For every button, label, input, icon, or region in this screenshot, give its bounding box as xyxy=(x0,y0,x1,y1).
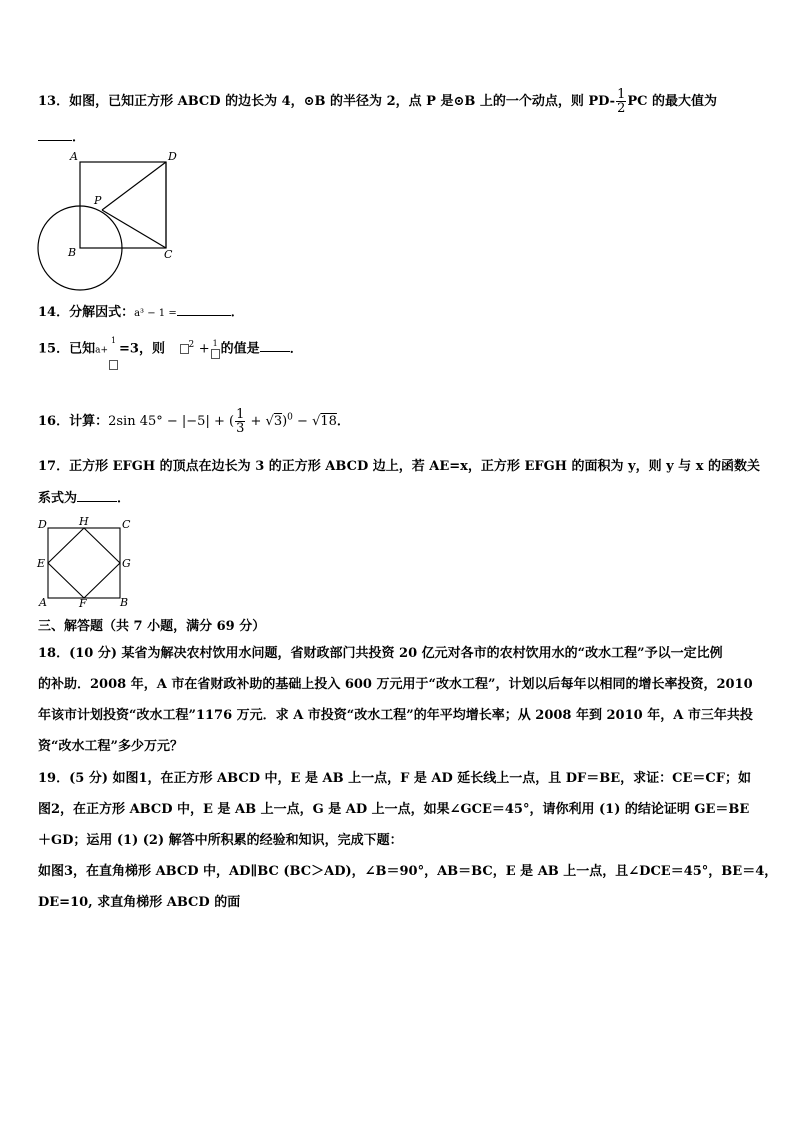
q15-frac2-num: 1 xyxy=(212,338,218,348)
q16-expr-a: 2sin 45° − |−5| + ( xyxy=(108,414,235,429)
q15-a-plus: a+ xyxy=(95,345,109,356)
q19-line-1: 19．(5 分) 如图1，在正方形 ABCD 中，E 是 AB 上一点，F 是 AD 延长线上一点，且 DF＝BE，求证：CE＝CF；如 xyxy=(38,771,752,786)
section-3-title: 三、解答题（共 7 小题，满分 69 分） xyxy=(38,619,266,634)
q13-label-c: C xyxy=(164,248,173,261)
q13-text-before: 13．如图，已知正方形 ABCD 的边长为 4，⊙B 的半径为 2，点 P 是⊙B 上的一个动点，则 PD- xyxy=(38,94,616,109)
question-15: 15．已知a+ 1 =3，则 $^2$ + 1 的值是 ． xyxy=(38,336,303,370)
q13-figure xyxy=(34,146,194,292)
q16-expr-d: − xyxy=(292,414,313,429)
q15-plus: + xyxy=(198,341,210,357)
q19-line-2: 图2，在正方形 ABCD 中，E 是 AB 上一点，G 是 AD 上一点，如果∠GCE＝45°，请你利用 (1) 的结论证明 GE＝BE xyxy=(38,802,750,817)
q17-answer-blank xyxy=(77,489,117,502)
q14-end: ． xyxy=(230,305,244,320)
q15-text-after: 的值是 xyxy=(220,341,260,357)
q13-frac-num: 1 xyxy=(617,87,626,102)
q17-end: ． xyxy=(117,491,131,506)
q16-expr-b: + xyxy=(246,414,266,429)
q17-square-efgh xyxy=(48,528,120,598)
question-17-line-1: 17．正方形 EFGH 的顶点在边长为 3 的正方形 ABCD 边上，若 AE=x，正方形 EFGH 的面积为 y，则 y 与 x 的函数关 xyxy=(38,459,760,474)
q19-line-5: DE=10, 求直角梯形 ABCD 的面 xyxy=(38,895,241,910)
q13-label-p: P xyxy=(94,194,102,207)
q16-exponent: 0 xyxy=(287,412,293,423)
q17-figure xyxy=(34,516,134,608)
q13-text-after: PC 的最大值为 xyxy=(627,94,718,109)
q17-label-g: G xyxy=(122,557,131,570)
q14-expression: a³ − 1 = xyxy=(134,308,177,319)
q15-answer-blank xyxy=(260,339,290,352)
q16-sqrt18: √18 xyxy=(312,414,337,429)
q15-frac1-num: 1 xyxy=(110,336,117,345)
q16-label: 16．计算： xyxy=(38,414,109,429)
q13-segment-pd xyxy=(102,162,166,210)
q17-label-e: E xyxy=(37,557,46,570)
q15-text-before: 15．已知 xyxy=(38,341,96,357)
q16-sqrt18-value: 18 xyxy=(320,414,337,429)
q17-label-f: F xyxy=(79,597,87,608)
q13-fraction xyxy=(616,88,626,115)
q14-answer-blank xyxy=(177,303,231,316)
question-14 xyxy=(38,303,244,323)
q15-end: ． xyxy=(289,341,303,357)
q15-fraction-2 xyxy=(211,339,220,359)
q16-frac-num: 1 xyxy=(236,407,245,422)
question-16 xyxy=(38,408,350,435)
q14-text: 14．分解因式： xyxy=(38,305,135,320)
q17-square-abcd xyxy=(48,528,120,598)
q18-line-4: 资“改水工程”多少万元？ xyxy=(38,739,183,754)
q18-line-3: 年该市计划投资“改水工程”1176 万元．求 A 市投资“改水工程”的年平均增长率；从 2008 年到 2010 年，A 市三年共投 xyxy=(38,708,753,723)
question-17-line-2 xyxy=(38,489,130,508)
q13-square xyxy=(80,162,166,248)
q15-eq3: =3，则 xyxy=(119,341,165,357)
q17-label-h: H xyxy=(79,516,89,528)
q16-sqrt3: √3 xyxy=(265,414,283,429)
q13-label-d: D xyxy=(168,150,177,163)
q16-end: ． xyxy=(336,414,350,429)
question-13 xyxy=(38,88,717,115)
q13-label-a: A xyxy=(70,150,78,163)
q16-frac-den: 3 xyxy=(236,421,245,436)
q17-label-d: D xyxy=(38,518,47,531)
q15-frac1-den-placeholder xyxy=(109,360,118,370)
q13-answer-blank xyxy=(38,128,72,141)
q17-line2-text: 系式为 xyxy=(38,491,78,506)
q17-label-b: B xyxy=(120,596,129,608)
q16-fraction xyxy=(235,408,245,435)
q19-line-3: ＋GD；运用 (1) (2) 解答中所积累的经验和知识，完成下题： xyxy=(38,833,403,848)
q16-expr-c: ) xyxy=(282,414,288,429)
q15-frac2-den-placeholder xyxy=(211,349,220,359)
q19-line-4: 如图3，在直角梯形 ABCD 中，AD∥BC (BC＞AD)，∠B＝90°，AB＝BC，E 是 AB 上一点，且∠DCE＝45°，BE＝4， xyxy=(38,864,778,879)
q18-line-1: 18．(10 分) 某省为解决农村饮用水问题，省财政部门共投资 20 亿元对各市的农村饮用水的“改水工程”予以一定比例 xyxy=(38,646,723,661)
question-13-answer-line xyxy=(38,128,85,147)
q15-square-placeholder xyxy=(180,344,189,354)
q15-fraction-1 xyxy=(109,336,118,370)
q13-frac-den: 2 xyxy=(617,101,626,116)
q13-end: ． xyxy=(72,130,86,145)
q13-segment-pc xyxy=(102,210,166,248)
q16-sqrt3-value: 3 xyxy=(273,414,283,429)
q17-label-a: A xyxy=(39,596,47,608)
q17-label-c: C xyxy=(122,518,131,531)
q13-label-b: B xyxy=(68,246,77,259)
q18-line-2: 的补助．2008 年，A 市在省财政补助的基础上投入 600 万元用于“改水工程”，计划以后每年以相同的增长率投资，2010 xyxy=(38,677,753,692)
